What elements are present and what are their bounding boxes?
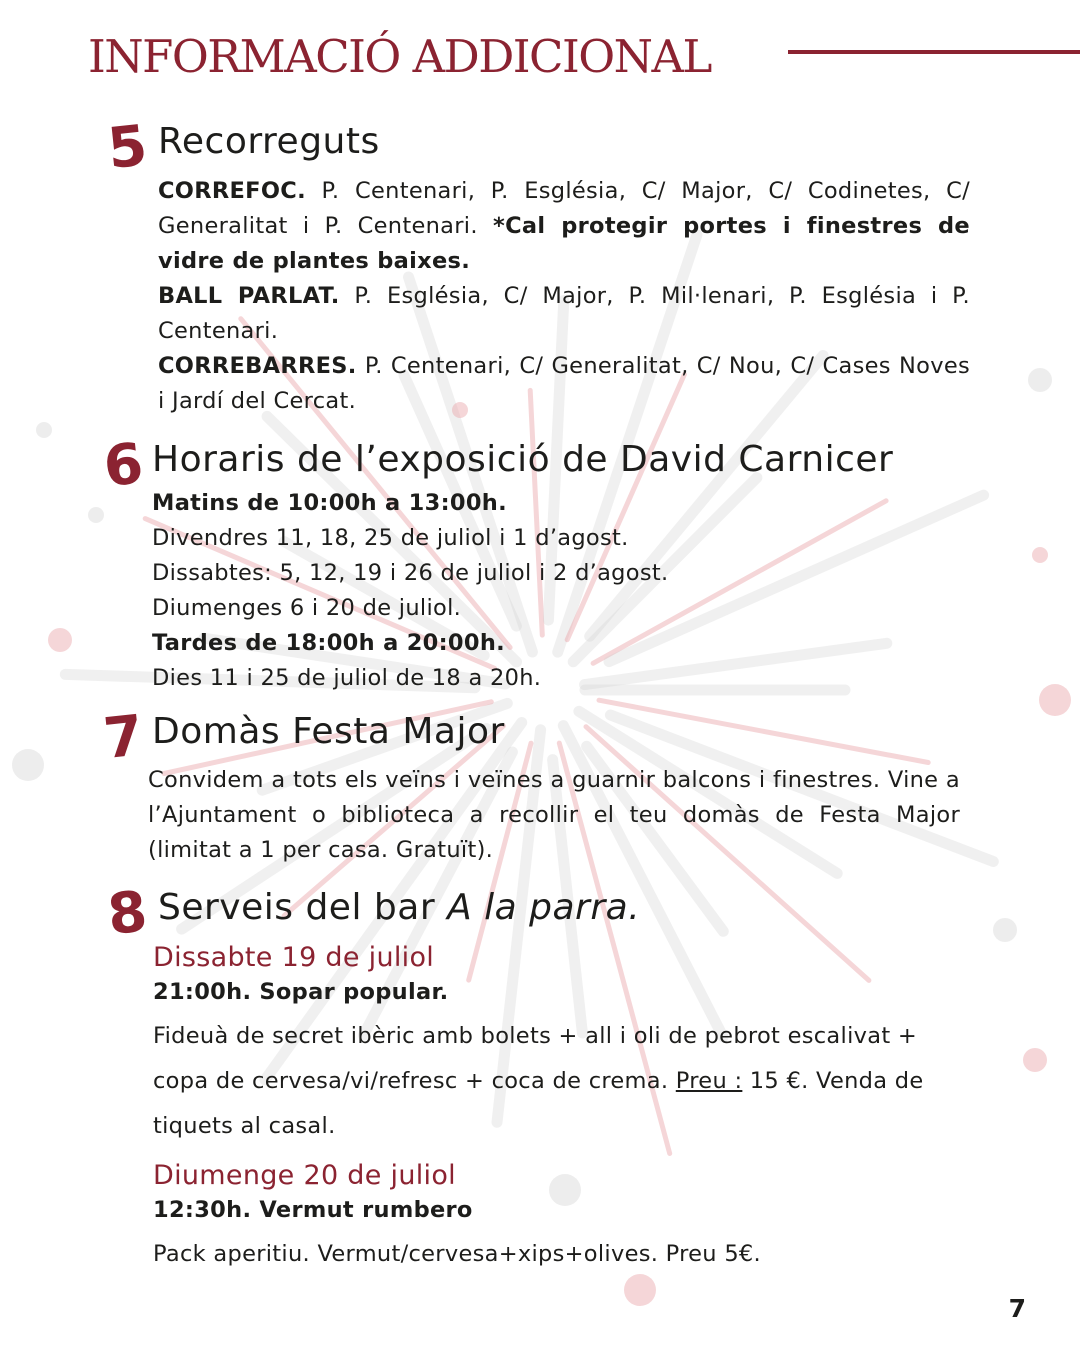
- page-title: INFORMACIÓ ADDICIONAL: [88, 30, 711, 83]
- bar-day-sunday: [153, 1158, 971, 1277]
- day-event: [153, 1194, 971, 1226]
- section-title: Domàs Festa Major: [152, 711, 505, 752]
- hours-heading-morning: Matins de 10:00h a 13:00h.: [152, 490, 507, 516]
- day-description: [153, 1014, 971, 1149]
- bar-name: A la parra.: [447, 887, 641, 928]
- hours-line: Dies 11 i 25 de juliol de 18 a 20h.: [152, 665, 542, 691]
- section-number: 8: [104, 879, 151, 949]
- hours-line: Divendres 11, 18, 25 de juliol i 1 d’agost.: [152, 525, 629, 551]
- route-item-correfoc: [158, 174, 970, 279]
- route-item-correbarres: [158, 349, 970, 419]
- price-label: Preu :: [675, 1068, 743, 1094]
- route-note: *Cal protegir portes i finestres de vidre de plantes baixes.: [158, 213, 970, 274]
- day-event: [153, 976, 971, 1008]
- section-title-plain: Serveis del bar: [158, 887, 448, 928]
- page-header: [88, 28, 1068, 88]
- hours-list: [152, 486, 972, 696]
- domas-description: Convidem a tots els veïns i veïnes a guarnir balcons i finestres. Vine a l’Ajuntament o biblioteca a recollir el teu domàs de Festa Major (limitat a 1 per casa. Gratuït).: [148, 767, 960, 863]
- day-date: Diumenge 20 de juliol: [153, 1160, 456, 1191]
- section-number: 5: [104, 113, 151, 183]
- route-label: CORREBARRES.: [158, 353, 357, 379]
- routes-list: [158, 174, 970, 419]
- bar-day-saturday: [153, 940, 971, 1149]
- hours-line: Diumenges 6 i 20 de juliol.: [152, 595, 462, 621]
- price-text: 15 €. Venda de tiquets al casal.: [153, 1068, 924, 1139]
- route-label: CORREFOC.: [158, 178, 306, 204]
- route-item-ball-parlat: [158, 279, 970, 349]
- route-text: P. Centenari, C/ Generalitat, C/ Nou, C/ Cases Noves i Jardí del Cercat.: [158, 353, 970, 414]
- section-title: Horaris de l’exposició de David Carnicer: [152, 439, 894, 480]
- route-label: BALL PARLAT.: [158, 283, 340, 309]
- section-title: [158, 886, 640, 930]
- event-title: 21:00h. Sopar popular.: [153, 979, 449, 1005]
- event-title: 12:30h. Vermut rumbero: [153, 1197, 473, 1223]
- section-number: 7: [100, 703, 147, 773]
- hours-line: [152, 486, 972, 521]
- domas-text-block: [148, 763, 960, 868]
- header-rule: [788, 50, 1080, 54]
- hours-heading-afternoon: Tardes de 18:00h a 20:00h.: [152, 630, 505, 656]
- route-text: P. Centenari, P. Església, C/ Major, C/ Codinetes, C/ Generalitat i P. Centenari.: [158, 178, 970, 239]
- page-number: 7: [1008, 1294, 1026, 1323]
- hours-line: Dissabtes: 5, 12, 19 i 26 de juliol i 2 d’agost.: [152, 560, 669, 586]
- section-title: Recorreguts: [158, 121, 380, 162]
- section-number: 6: [100, 431, 147, 501]
- hours-line: [152, 626, 972, 661]
- menu-text: Fideuà de secret ibèric amb bolets + all i oli de pebrot escalivat + copa de cervesa/vi/refresc + coca de crema.: [153, 1023, 918, 1094]
- day-date: Dissabte 19 de juliol: [153, 942, 435, 973]
- route-text: P. Església, C/ Major, P. Mil·lenari, P. Església i P. Centenari.: [158, 283, 970, 344]
- day-description: Pack aperitiu. Vermut/cervesa+xips+olives. Preu 5€.: [153, 1241, 762, 1267]
